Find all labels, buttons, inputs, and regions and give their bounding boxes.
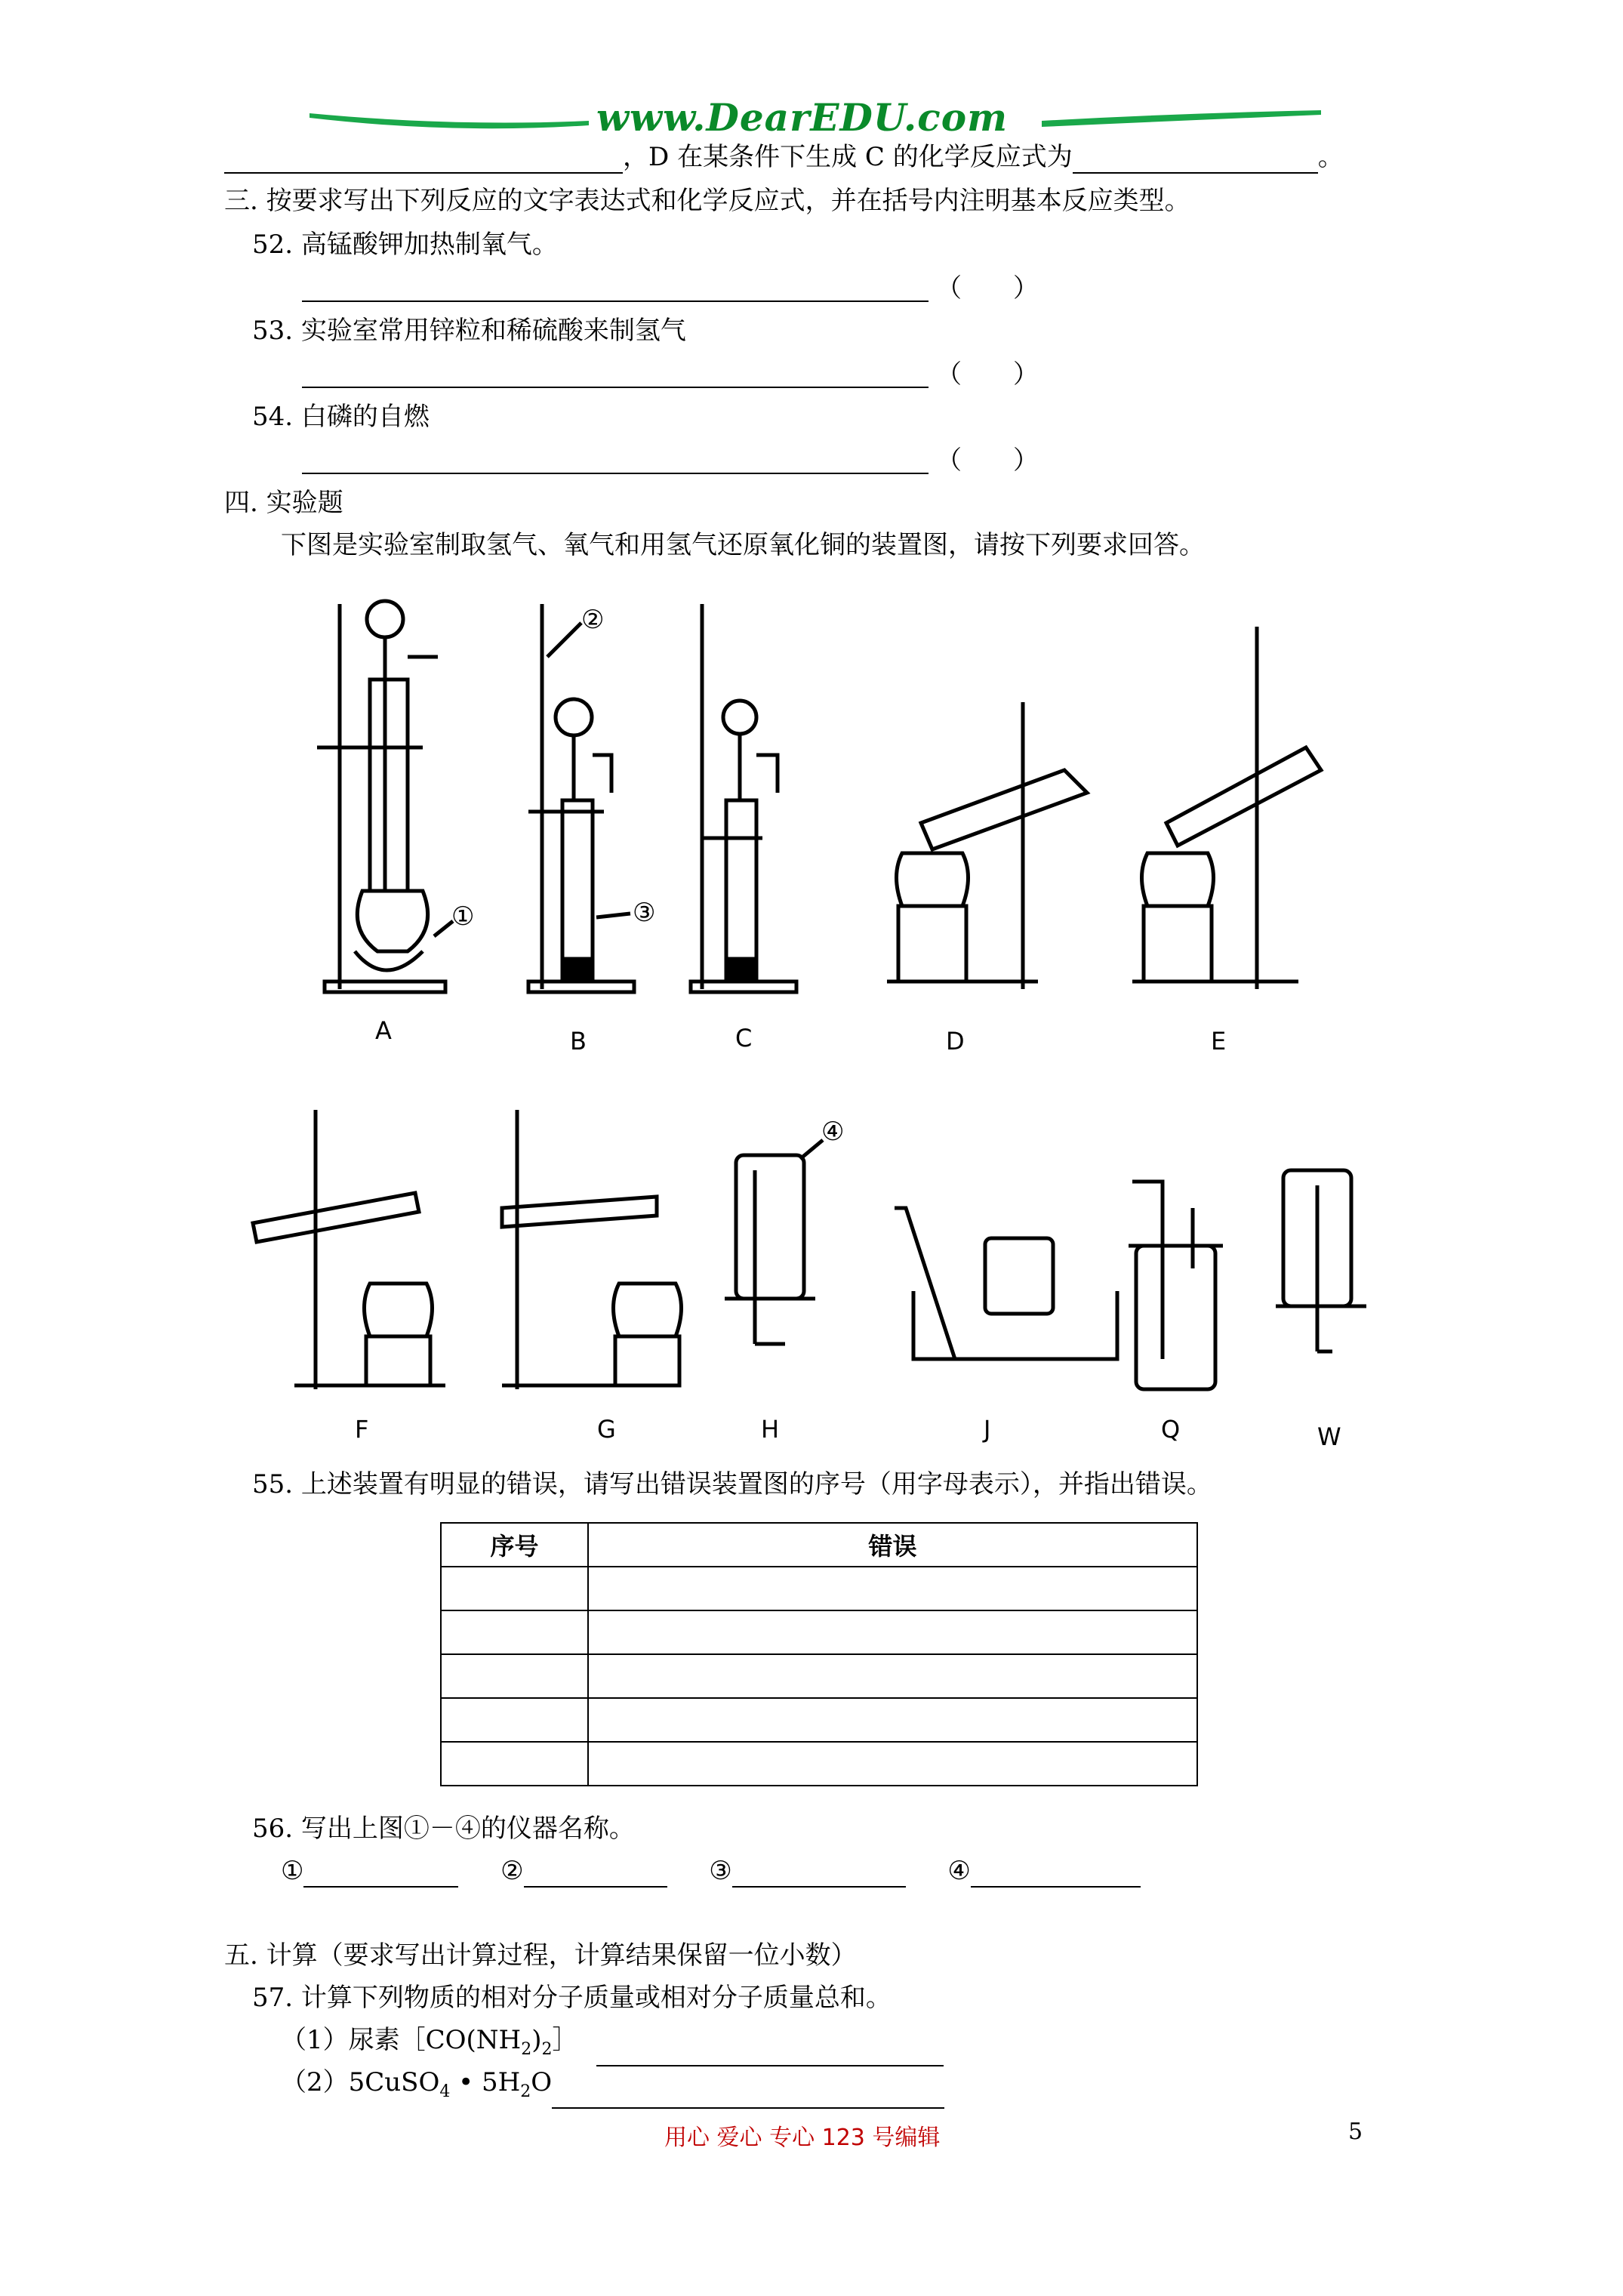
apparatus-h <box>725 1155 815 1344</box>
header-error: 错误 <box>588 1523 1197 1567</box>
label-b: B <box>570 1027 587 1056</box>
apparatus-w <box>1276 1170 1366 1351</box>
label-j: J <box>984 1415 991 1444</box>
formula-part: O <box>531 2067 553 2097</box>
apparatus-a <box>317 601 445 992</box>
cell-error[interactable] <box>588 1742 1197 1786</box>
label-e: E <box>1211 1027 1227 1056</box>
answer-blank[interactable] <box>552 2080 944 2109</box>
cell-error[interactable] <box>588 1698 1197 1742</box>
marker-pointer-2 <box>547 623 581 657</box>
question-55: 55. 上述装置有明显的错误，请写出错误装置图的序号（用字母表示），并指出错误。 <box>252 1469 1212 1499</box>
urea-formula: （1）尿素［CO(NH <box>281 2025 522 2055</box>
question-57-2 <box>281 2066 944 2109</box>
marker-4: ④ <box>821 1117 845 1147</box>
cell-error[interactable] <box>588 1654 1197 1698</box>
table-row <box>441 1654 1197 1698</box>
marker-1: ① <box>451 901 475 932</box>
apparatus-d <box>887 702 1087 989</box>
answer-blank[interactable] <box>971 1859 1141 1888</box>
table-row <box>441 1610 1197 1654</box>
cell-number[interactable] <box>441 1698 588 1742</box>
question-57: 57. 计算下列物质的相对分子质量或相对分子质量总和。 <box>252 1983 892 2013</box>
label-g: G <box>597 1415 616 1444</box>
section4-title: 四. 实验题 <box>224 488 343 518</box>
label-c: C <box>735 1024 753 1052</box>
question-56: 56. 写出上图①－④的仪器名称。 <box>252 1814 635 1844</box>
error-table <box>440 1522 1198 1786</box>
apparatus-c <box>691 604 796 992</box>
cell-number[interactable] <box>441 1742 588 1786</box>
apparatus-g <box>502 1110 682 1389</box>
label-q: Q <box>1161 1415 1181 1444</box>
question-52: 52. 高锰酸钾加热制氧气。 <box>252 230 558 260</box>
footer-text: 用心 爱心 专心 123 号编辑 <box>664 2125 941 2151</box>
item-3: ③ <box>709 1856 732 1886</box>
apparatus-j <box>895 1208 1117 1359</box>
apparatus-q <box>1129 1182 1223 1389</box>
formula-part: ］ <box>552 2025 578 2055</box>
answer-blank[interactable] <box>524 1859 667 1888</box>
cell-error[interactable] <box>588 1567 1197 1610</box>
apparatus-f <box>253 1110 445 1389</box>
page-number: 5 <box>1348 2119 1363 2145</box>
formula-part: ) <box>531 2025 542 2055</box>
answer-blank[interactable] <box>596 2038 944 2066</box>
marker-2: ② <box>581 605 605 635</box>
header-number: 序号 <box>441 1523 588 1567</box>
cell-number[interactable] <box>441 1567 588 1610</box>
answer-blank[interactable] <box>732 1859 906 1888</box>
instrument-names-line <box>281 1854 1141 1888</box>
reaction-type-paren-54: （ ） <box>936 445 1039 476</box>
item-1: ① <box>281 1856 304 1886</box>
cell-error[interactable] <box>588 1610 1197 1654</box>
label-h: H <box>761 1415 780 1444</box>
d-reaction-text: ，D 在某条件下生成 C 的化学反应式为 <box>623 142 1073 172</box>
question-54: 54. 白磷的自燃 <box>252 402 430 432</box>
subscript: 2 <box>520 2082 531 2101</box>
subscript: 2 <box>541 2039 553 2059</box>
marker-pointer-1 <box>434 921 453 936</box>
table-row <box>441 1742 1197 1786</box>
cell-number[interactable] <box>441 1654 588 1698</box>
cell-number[interactable] <box>441 1610 588 1654</box>
item-4: ④ <box>947 1856 971 1886</box>
marker-pointer-3 <box>596 914 630 917</box>
reaction-type-paren-52: （ ） <box>936 273 1039 304</box>
marker-pointer-4 <box>800 1140 823 1159</box>
section5-title: 五. 计算（要求写出计算过程，计算结果保留一位小数） <box>224 1940 857 1971</box>
answer-blank[interactable] <box>303 1859 458 1888</box>
subscript: 2 <box>521 2039 532 2059</box>
question-57-1 <box>281 2023 944 2066</box>
label-w: W <box>1317 1422 1341 1451</box>
label-f: F <box>355 1415 369 1444</box>
d-reaction-end: 。 <box>1317 142 1344 172</box>
experiment-intro: 下图是实验室制取氢气、氧气和用氢气还原氧化铜的装置图，请按下列要求回答。 <box>281 530 1205 560</box>
table-row <box>441 1698 1197 1742</box>
label-d: D <box>946 1027 965 1056</box>
cuso4-formula: （2）5CuSO <box>281 2067 440 2097</box>
formula-part: • 5H <box>450 2067 521 2097</box>
section3-title: 三. 按要求写出下列反应的文字表达式和化学反应式，并在括号内注明基本反应类型。 <box>224 186 1190 216</box>
label-a: A <box>375 1016 392 1045</box>
apparatus-b <box>528 604 634 992</box>
logo-text: www.DearEDU.com <box>596 95 1009 140</box>
subscript: 4 <box>439 2082 451 2101</box>
item-2: ② <box>500 1856 524 1886</box>
question-53: 53. 实验室常用锌粒和稀硫酸来制氢气 <box>252 316 686 346</box>
table-row <box>441 1567 1197 1610</box>
apparatus-e <box>1132 627 1321 989</box>
marker-3: ③ <box>633 898 656 928</box>
reaction-type-paren-53: （ ） <box>936 359 1039 390</box>
table-header-row <box>441 1523 1197 1567</box>
